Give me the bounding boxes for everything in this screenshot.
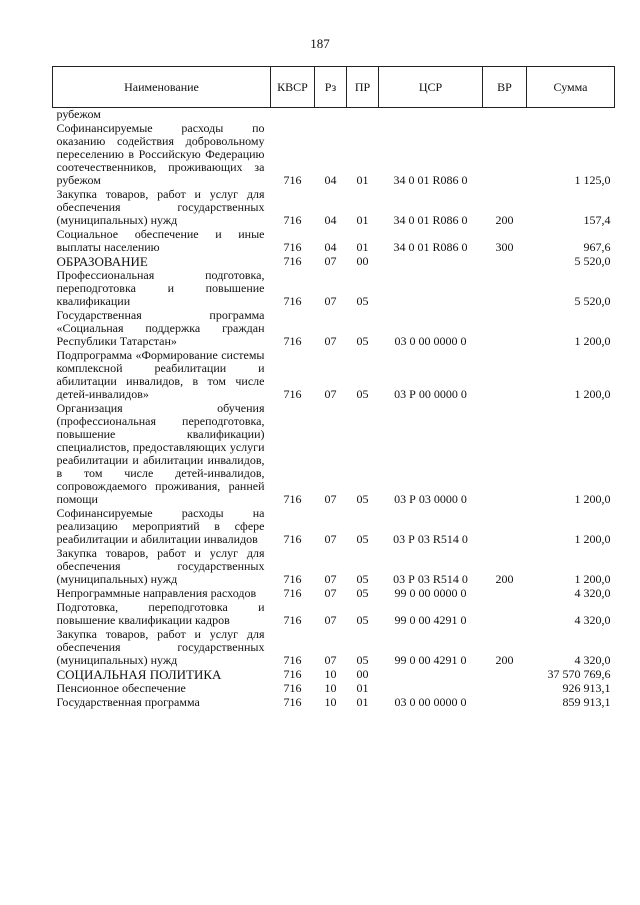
cell-csr: 99 0 00 4291 0 — [394, 613, 467, 627]
cell-rz: 10 — [324, 667, 337, 681]
cell-name: Софинансируемые расходы на реализацию мероприятий в сфере реабилитации и абилитации инвалидов — [56, 506, 265, 546]
cell-kvsr: 716 — [283, 653, 302, 667]
cell-vr — [483, 506, 527, 546]
cell-kvsr: 716 — [283, 667, 302, 681]
cell-sum: 1 125,0 — [574, 173, 611, 187]
cell-sum: 1 200,0 — [574, 532, 611, 546]
cell-rz: 07 — [324, 613, 337, 627]
cell-pr: 01 — [356, 695, 369, 709]
cell-sum: 5 520,0 — [574, 294, 611, 308]
cell-rz — [315, 108, 347, 122]
table-row — [53, 506, 615, 546]
table-header-row — [53, 67, 615, 108]
cell-name: ОБРАЗОВАНИЕ — [56, 254, 148, 269]
cell-pr: 05 — [356, 294, 369, 308]
cell-name: Закупка товаров, работ и услуг для обеспечения государственных (муниципальных) нужд — [56, 187, 265, 227]
cell-rz: 04 — [324, 173, 337, 187]
cell-kvsr: 716 — [283, 254, 302, 268]
cell-rz: 10 — [324, 695, 337, 709]
cell-name: Государственная программа — [56, 695, 200, 709]
header-csr: ЦСР — [379, 67, 483, 108]
table-row — [53, 121, 615, 187]
cell-rz: 07 — [324, 572, 337, 586]
cell-vr: 300 — [495, 240, 514, 254]
cell-vr — [483, 586, 527, 600]
cell-kvsr: 716 — [283, 334, 302, 348]
table-row — [53, 681, 615, 695]
table-row — [53, 695, 615, 709]
cell-name: СОЦИАЛЬНАЯ ПОЛИТИКА — [56, 667, 222, 682]
header-kvsr: КВСР — [271, 67, 315, 108]
cell-pr: 05 — [356, 492, 369, 506]
cell-sum: 4 320,0 — [574, 653, 611, 667]
cell-rz: 07 — [324, 294, 337, 308]
budget-table — [52, 66, 615, 709]
table-row — [53, 586, 615, 600]
cell-csr: 34 0 01 R086 0 — [393, 173, 468, 187]
cell-name: Подпрограмма «Формирование системы комплексной реабилитации и абилитации инвалидов, в том числе детей-инвалидов» — [56, 348, 265, 401]
cell-kvsr: 716 — [283, 572, 302, 586]
cell-name: Подготовка, переподготовка и повышение квалификации кадров — [56, 600, 265, 627]
cell-vr — [483, 600, 527, 627]
cell-rz: 07 — [324, 334, 337, 348]
cell-pr: 05 — [356, 334, 369, 348]
cell-vr — [483, 681, 527, 695]
cell-kvsr: 716 — [283, 695, 302, 709]
cell-sum: 1 200,0 — [574, 334, 611, 348]
cell-sum: 926 913,1 — [562, 681, 611, 695]
cell-vr — [483, 254, 527, 268]
cell-name: Непрограммные направления расходов — [56, 586, 257, 600]
cell-pr — [347, 108, 379, 122]
cell-name: Профессиональная подготовка, переподготовка и повышение квалификации — [56, 268, 265, 308]
cell-rz: 04 — [324, 213, 337, 227]
cell-sum: 1 200,0 — [574, 387, 611, 401]
cell-csr: 99 0 00 0000 0 — [394, 586, 467, 600]
cell-csr: 99 0 00 4291 0 — [394, 653, 467, 667]
cell-kvsr: 716 — [283, 532, 302, 546]
table-row — [53, 187, 615, 227]
page-number: 187 — [310, 36, 330, 51]
cell-sum: 5 520,0 — [574, 254, 611, 268]
cell-rz: 04 — [324, 240, 337, 254]
cell-csr: 03 Р 03 R514 0 — [393, 532, 468, 546]
cell-name: Закупка товаров, работ и услуг для обеспечения государственных (муниципальных) нужд — [56, 546, 265, 586]
cell-name: Закупка товаров, работ и услуг для обеспечения государственных (муниципальных) нужд — [56, 627, 265, 667]
cell-name: Государственная программа «Социальная поддержка граждан Республики Татарстан» — [56, 308, 265, 348]
cell-pr: 05 — [356, 532, 369, 546]
cell-vr — [483, 401, 527, 506]
table-row — [53, 108, 615, 122]
cell-rz: 07 — [324, 653, 337, 667]
header-pr: ПР — [347, 67, 379, 108]
cell-rz: 10 — [324, 681, 337, 695]
cell-vr — [483, 667, 527, 681]
cell-csr: 03 Р 00 0000 0 — [394, 387, 467, 401]
cell-pr: 05 — [356, 387, 369, 401]
cell-vr: 200 — [495, 572, 514, 586]
cell-vr: 200 — [495, 213, 514, 227]
cell-pr: 01 — [356, 681, 369, 695]
cell-rz: 07 — [324, 492, 337, 506]
cell-vr — [483, 108, 527, 122]
cell-sum: 1 200,0 — [574, 492, 611, 506]
cell-kvsr: 716 — [283, 492, 302, 506]
cell-csr: 03 0 00 0000 0 — [394, 334, 467, 348]
table-row — [53, 308, 615, 348]
cell-sum — [527, 108, 615, 122]
cell-pr: 01 — [356, 240, 369, 254]
table-row — [53, 667, 615, 681]
cell-sum: 4 320,0 — [574, 613, 611, 627]
cell-rz: 07 — [324, 254, 337, 268]
cell-kvsr: 716 — [283, 681, 302, 695]
header-sum: Сумма — [527, 67, 615, 108]
cell-sum: 37 570 769,6 — [547, 667, 611, 681]
cell-csr — [379, 108, 483, 122]
table-row — [53, 600, 615, 627]
cell-csr: 03 Р 03 R514 0 — [393, 572, 468, 586]
table-row — [53, 348, 615, 401]
cell-rz: 07 — [324, 586, 337, 600]
cell-kvsr: 716 — [283, 240, 302, 254]
cell-kvsr: 716 — [283, 613, 302, 627]
header-rz: Рз — [315, 67, 347, 108]
cell-vr — [483, 121, 527, 187]
cell-csr — [379, 254, 483, 268]
table-row — [53, 268, 615, 308]
cell-csr: 34 0 01 R086 0 — [393, 213, 468, 227]
cell-name: Пенсионное обеспечение — [56, 681, 186, 695]
cell-kvsr: 716 — [283, 586, 302, 600]
cell-pr: 05 — [356, 586, 369, 600]
cell-sum: 1 200,0 — [574, 572, 611, 586]
table-row — [53, 254, 615, 268]
cell-name: Социальное обеспечение и иные выплаты населению — [56, 227, 265, 254]
cell-name: Организация обучения (профессиональная переподготовка, повышение квалификации) специалистов, предоставляющих услуги реабилитации и абилитации инвалидов, в том числе детей-инвалидов, сопровождаемого проживания, ранней помощи — [56, 401, 265, 506]
cell-csr: 03 Р 03 0000 0 — [394, 492, 467, 506]
cell-csr: 34 0 01 R086 0 — [393, 240, 468, 254]
cell-pr: 01 — [356, 173, 369, 187]
cell-csr — [379, 268, 483, 308]
cell-csr: 03 0 00 0000 0 — [394, 695, 467, 709]
header-vr: ВР — [483, 67, 527, 108]
table-row — [53, 627, 615, 667]
cell-sum: 967,6 — [583, 240, 611, 254]
cell-vr: 200 — [495, 653, 514, 667]
cell-kvsr: 716 — [283, 213, 302, 227]
cell-pr: 00 — [356, 254, 369, 268]
cell-csr — [379, 667, 483, 681]
cell-kvsr: 716 — [283, 173, 302, 187]
cell-name: Софинансируемые расходы по оказанию содействия добровольному переселению в Российскую Федерацию соотечественников, проживающих за рубежом — [56, 121, 265, 187]
header-name: Наименование — [53, 67, 271, 108]
cell-kvsr: 716 — [283, 294, 302, 308]
cell-rz: 07 — [324, 387, 337, 401]
table-row — [53, 401, 615, 506]
table-row — [53, 227, 615, 254]
cell-vr — [483, 695, 527, 709]
cell-sum: 157,4 — [583, 213, 611, 227]
cell-sum: 4 320,0 — [574, 586, 611, 600]
cell-rz: 07 — [324, 532, 337, 546]
cell-pr: 05 — [356, 572, 369, 586]
table-row — [53, 546, 615, 586]
cell-vr — [483, 308, 527, 348]
cell-csr — [379, 681, 483, 695]
cell-pr: 01 — [356, 213, 369, 227]
cell-sum: 859 913,1 — [562, 695, 611, 709]
cell-name: рубежом — [56, 107, 101, 121]
cell-pr: 05 — [356, 653, 369, 667]
cell-vr — [483, 348, 527, 401]
cell-vr — [483, 268, 527, 308]
cell-kvsr — [271, 108, 315, 122]
cell-pr: 05 — [356, 613, 369, 627]
cell-kvsr: 716 — [283, 387, 302, 401]
cell-pr: 00 — [356, 667, 369, 681]
